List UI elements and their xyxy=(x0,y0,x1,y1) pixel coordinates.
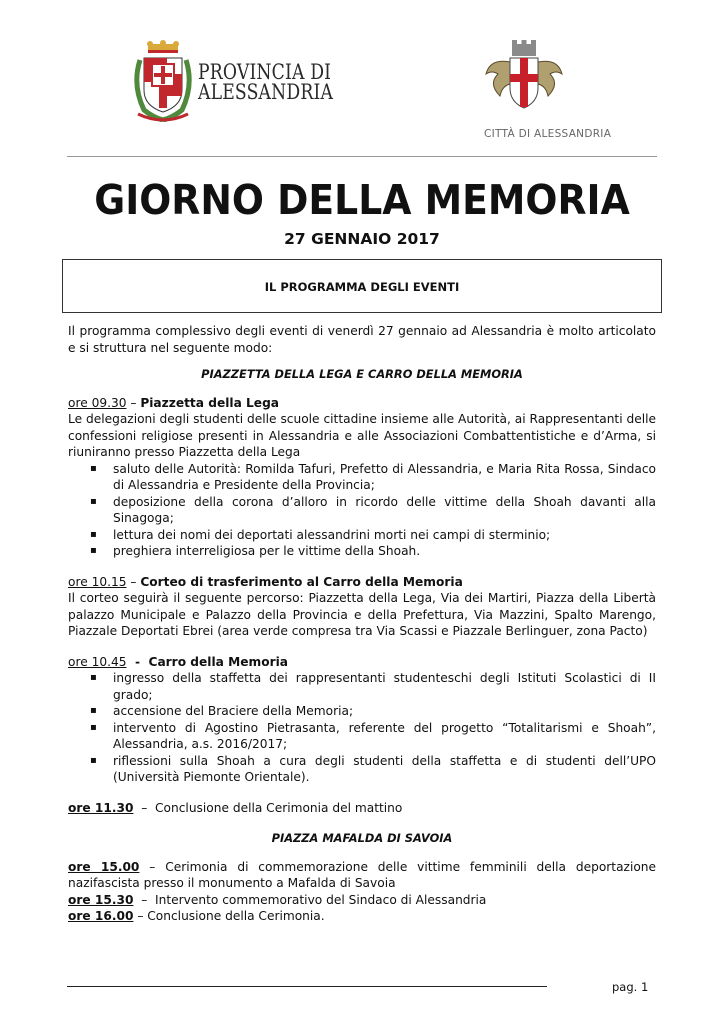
event-0930-list xyxy=(68,461,656,560)
event-1600 xyxy=(68,908,656,925)
citta-name: CITTÀ DI ALESSANDRIA xyxy=(484,128,612,140)
intro-paragraph: Il programma complessivo degli eventi di venerdì 27 gennaio ad Alessandria è molto articolato e si struttura nel seguente modo: xyxy=(68,324,656,355)
section2-heading: PIAZZA MAFALDA DI SAVOIA xyxy=(271,831,453,845)
event-date: 27 GENNAIO 2017 xyxy=(284,230,440,248)
provincia-coat-of-arms-icon xyxy=(130,40,196,122)
footer-divider xyxy=(67,986,547,987)
list-item: ▪ saluto delle Autorità: Romilda Tafuri, Prefetto di Alessandria, e Maria Rita Rossa, Sindaco di Alessandria e Presidente della Provincia; xyxy=(68,461,656,494)
event-0930-sep: – xyxy=(126,395,141,410)
section1-heading: PIAZZETTA DELLA LEGA E CARRO DELLA MEMORIA xyxy=(201,367,523,381)
event-1530-time: ore 15.30 xyxy=(68,892,134,907)
event-1045-time: ore 10.45 xyxy=(68,654,127,669)
document-body xyxy=(68,323,656,925)
event-1500 xyxy=(68,859,656,892)
event-1015-header xyxy=(68,574,656,591)
event-1015-title: Corteo di trasferimento al Carro della Memoria xyxy=(140,574,463,589)
event-1045-header xyxy=(68,654,656,671)
provincia-line1: PROVINCIA DI xyxy=(198,60,332,84)
event-1130-text: – Conclusione della Cerimonia del mattino xyxy=(133,800,403,815)
citta-coat-of-arms-icon xyxy=(480,40,568,112)
list-item: ▪ preghiera interreligiosa per le vittime della Shoah. xyxy=(68,543,656,560)
program-box-label: IL PROGRAMMA DEGLI EVENTI xyxy=(264,280,460,294)
header-divider xyxy=(67,156,657,157)
provincia-line2: ALESSANDRIA xyxy=(198,80,334,104)
event-1015-sep: – xyxy=(126,574,141,589)
provincia-name xyxy=(198,62,333,102)
event-1015-text: Il corteo seguirà il seguente percorso: Piazzetta della Lega, Via dei Martiri, Piazza della Libertà palazzo Municipale e Palazzo della Provincia e della Prefettura, Via Mazzini, Spalto Marengo, Piazzale Deportati Ebrei (area verde compresa tra Via Scassi e Piazzale Berlinguer, zona Pacto) xyxy=(68,591,656,638)
list-item: ▪ intervento di Agostino Pietrasanta, referente del progetto “Totalitarismi e Shoah”, Alessandria, a.s. 2016/2017; xyxy=(68,720,656,753)
list-item: ▪ ingresso della staffetta dei rappresentanti studenteschi degli Istituti Scolastici di II grado; xyxy=(68,670,656,703)
event-1600-time: ore 16.00 xyxy=(68,909,134,923)
event-1500-text: – Cerimonia di commemorazione delle vittime femminili della deportazione nazifascista presso il monumento a Mafalda di Savoia xyxy=(68,859,657,890)
event-1130 xyxy=(68,800,656,817)
event-0930-title: Piazzetta della Lega xyxy=(140,395,280,410)
page-title: GIORNO DELLA MEMORIA xyxy=(94,176,630,224)
list-item: ▪ lettura dei nomi dei deportati alessandrini morti nei campi di sterminio; xyxy=(68,527,656,544)
page-number: pag. 1 xyxy=(612,980,649,994)
event-1130-time: ore 11.30 xyxy=(68,800,134,815)
list-item: ▪ riflessioni sulla Shoah a cura degli studenti della staffetta e di studenti dell’UPO (Università Piemonte Orientale). xyxy=(68,753,656,786)
event-1600-text: – Conclusione della Cerimonia. xyxy=(133,909,325,923)
event-0930-text: Le delegazioni degli studenti delle scuole cittadine insieme alle Autorità, ai Rappresentanti delle confessioni religiose presenti in Alessandria e alle Associazioni Combattentistiche e d’Arma, si riuniranno presso Piazzetta della Lega xyxy=(68,412,656,459)
event-0930-time: ore 09.30 xyxy=(68,395,127,410)
event-0930-header xyxy=(68,395,656,412)
event-1500-time: ore 15.00 xyxy=(68,859,140,874)
event-1530 xyxy=(68,892,656,909)
list-item: ▪ accensione del Braciere della Memoria; xyxy=(68,703,656,720)
event-1530-text: – Intervento commemorativo del Sindaco di Alessandria xyxy=(133,892,487,907)
event-1045-list xyxy=(68,670,656,786)
event-1045-title: Carro della Memoria xyxy=(148,654,288,669)
event-1015-time: ore 10.15 xyxy=(68,574,127,589)
event-1045-sep: - xyxy=(126,654,149,669)
list-item: ▪ deposizione della corona d’alloro in ricordo delle vittime della Shoah davanti alla Sinagoga; xyxy=(68,494,656,527)
